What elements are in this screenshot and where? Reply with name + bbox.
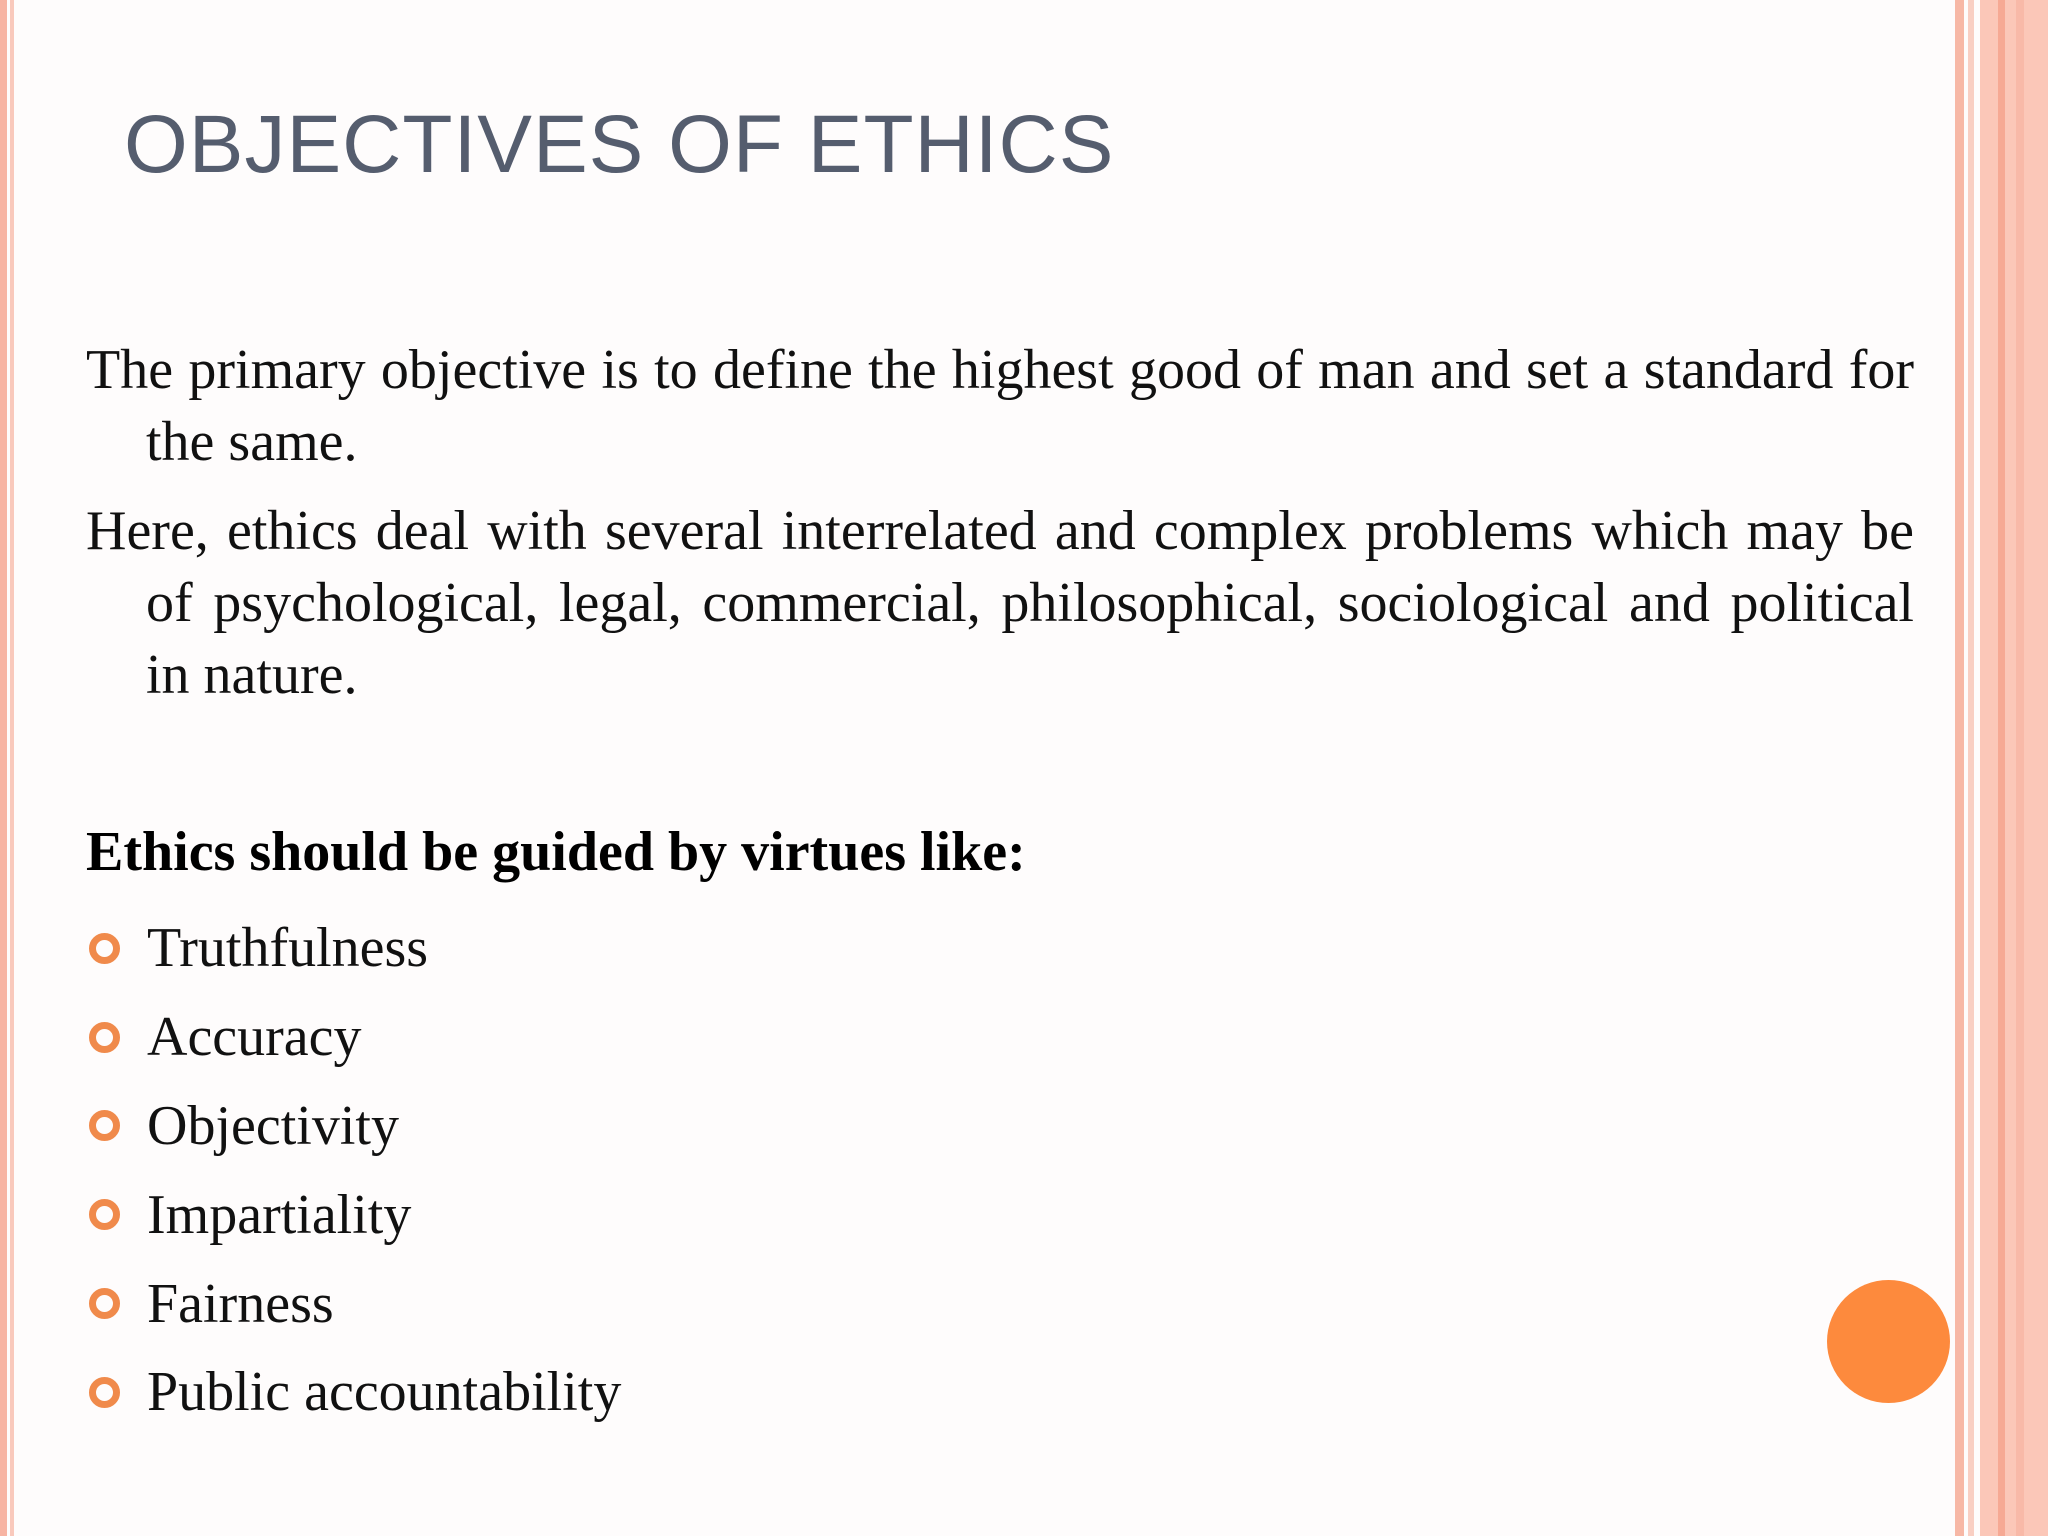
right-border-stripe-dark	[1998, 0, 2005, 1536]
hollow-circle-bullet-icon	[89, 1288, 120, 1319]
list-item	[86, 1348, 621, 1437]
right-border-band	[1980, 0, 2048, 1536]
virtue-label: Accuracy	[147, 1006, 362, 1069]
orange-circle-icon	[1827, 1280, 1950, 1403]
right-border-stripe-thin	[1968, 0, 1974, 1536]
list-item	[86, 1082, 621, 1171]
hollow-circle-bullet-icon	[89, 1110, 120, 1141]
list-item	[86, 904, 621, 993]
slide-title: OBJECTIVES OF ETHICS	[124, 99, 1115, 190]
hollow-circle-bullet-icon	[89, 933, 120, 964]
virtue-label: Fairness	[147, 1272, 334, 1335]
paragraph-primary-objective: The primary objective is to define the highest good of man and set a standard for the same.	[86, 339, 1914, 473]
right-border-stripe	[1955, 0, 1964, 1536]
virtue-list	[86, 904, 621, 1437]
virtue-label: Impartiality	[147, 1183, 412, 1246]
left-border-stripe	[0, 0, 7, 1536]
hollow-circle-bullet-icon	[89, 1199, 120, 1230]
left-border-stripe-inner	[10, 0, 14, 1536]
paragraph-ethics-problems: Here, ethics deal with several interrelated and complex problems which may be of psychological, legal, commercial, philosophical, sociological and political in nature.	[86, 500, 1914, 706]
virtue-label: Objectivity	[147, 1094, 399, 1157]
right-border-stripe-outer	[2016, 0, 2024, 1536]
list-item	[86, 1259, 621, 1348]
list-item	[86, 993, 621, 1082]
virtues-heading: Ethics should be guided by virtues like:	[86, 821, 1026, 883]
virtue-label: Truthfulness	[147, 917, 429, 980]
list-item	[86, 1170, 621, 1259]
virtue-label: Public accountability	[147, 1361, 622, 1424]
hollow-circle-bullet-icon	[89, 1377, 120, 1408]
hollow-circle-bullet-icon	[89, 1022, 120, 1053]
